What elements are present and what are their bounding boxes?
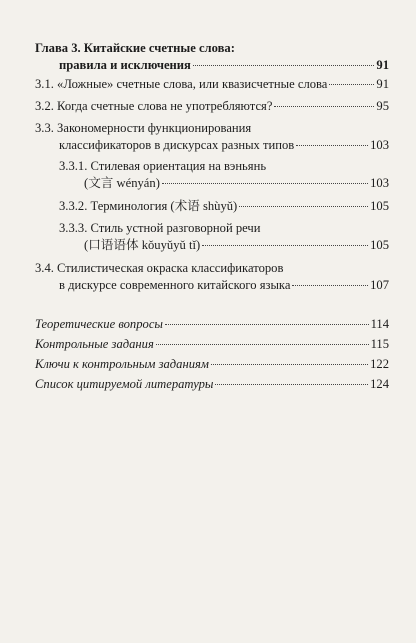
page-number: 105 — [370, 238, 389, 252]
toc-appendix-keys — [35, 356, 389, 373]
section-title: Стиль устной разговорной речи — [90, 221, 261, 235]
toc-chapter-3 — [35, 40, 389, 74]
appendix-title: Контрольные задания — [35, 337, 154, 351]
section-title: Закономерности функционирования — [57, 121, 252, 135]
section-number: 3.3.1. — [59, 159, 88, 173]
dot-leader — [162, 183, 368, 184]
dot-leader — [274, 106, 374, 107]
dot-leader — [215, 384, 368, 385]
appendix-title: Ключи к контрольным заданиям — [35, 357, 209, 371]
section-title-cont: (口语语体 kǒuyǔyǔ tǐ) — [84, 238, 201, 252]
chapter-title-line2: правила и исключения 91 — [59, 58, 389, 72]
dot-leader — [296, 145, 368, 146]
appendix-title: Теоретические вопросы — [35, 317, 163, 331]
section-title: Когда счетные слова не употребляются? — [57, 99, 273, 113]
section-number: 3.1. — [35, 77, 54, 91]
dot-leader — [156, 344, 369, 345]
section-number: 3.4. — [35, 261, 54, 275]
toc-entry-3-4 — [35, 260, 389, 294]
section-number: 3.2. — [35, 99, 54, 113]
section-title: Стилевая ориентация на вэньянь — [90, 159, 267, 173]
section-title-cont: (文言 wényán) — [84, 176, 160, 190]
dot-leader — [193, 65, 375, 66]
dot-leader — [239, 206, 368, 207]
dot-leader — [202, 245, 368, 246]
toc-entry-3-3 — [35, 120, 389, 154]
section-title: Стилистическая окраска классификаторов — [57, 261, 284, 275]
section-number: 3.3.3. — [59, 221, 88, 235]
page-number: 124 — [370, 377, 389, 391]
toc-entry-3-3-1 — [35, 158, 389, 192]
page-number: 115 — [370, 337, 389, 351]
toc-appendix-bibliography — [35, 376, 389, 393]
section-title: Терминология (术语 shùyǔ) — [90, 199, 238, 213]
page-number: 95 — [376, 99, 389, 113]
page-number: 114 — [370, 317, 389, 331]
page-number: 103 — [370, 176, 389, 190]
section-title-cont: классификаторов в дискурсах разных типов — [59, 138, 295, 152]
page-number: 107 — [370, 278, 389, 292]
chapter-title-line1: Глава 3. Китайские счетные слова: — [35, 41, 235, 55]
page-number: 105 — [370, 199, 389, 213]
appendix-title: Список цитируемой литературы — [35, 377, 214, 391]
dot-leader — [211, 364, 368, 365]
section-title: «Ложные» счетные слова, или квазисчетные слова — [57, 77, 328, 91]
page-number: 91 — [376, 77, 389, 91]
page-number: 91 — [376, 58, 389, 72]
toc-appendix-tasks — [35, 336, 389, 353]
dot-leader — [329, 84, 374, 85]
toc-entry-3-1 — [35, 76, 389, 93]
dot-leader — [165, 324, 369, 325]
dot-leader — [292, 285, 368, 286]
section-number: 3.3. — [35, 121, 54, 135]
toc-entry-3-3-3 — [35, 220, 389, 254]
toc-appendix-questions — [35, 316, 389, 333]
toc-entry-3-2 — [35, 98, 389, 115]
page-number: 103 — [370, 138, 389, 152]
section-number: 3.3.2. — [59, 199, 88, 213]
section-title-cont: в дискурсе современного китайского языка — [59, 278, 291, 292]
toc-entry-3-3-2 — [35, 198, 389, 215]
page-number: 122 — [370, 357, 389, 371]
